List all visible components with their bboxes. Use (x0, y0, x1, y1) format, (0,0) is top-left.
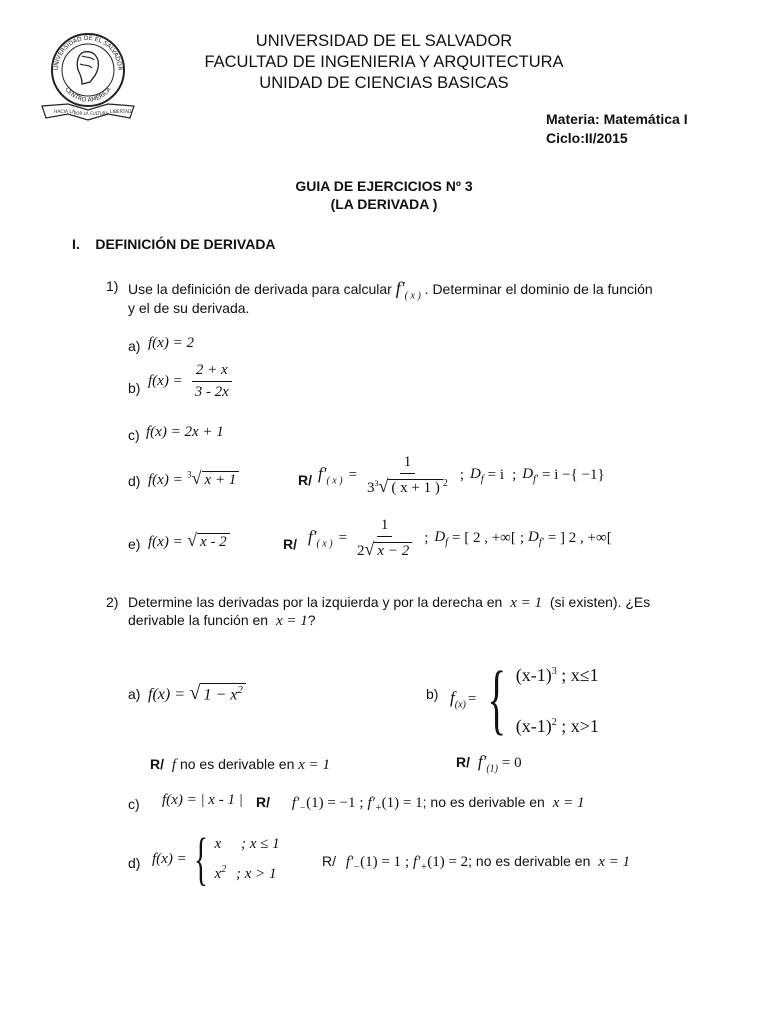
ex2-c-answer-label: R/ (256, 794, 270, 810)
ex1-text-after: . Determinar el dominio de la función (424, 281, 653, 297)
ex2-d-case1: x (214, 836, 222, 852)
ex2-a-answer-label: R/ (150, 756, 164, 772)
guide-title: GUIA DE EJERCICIOS Nº 3 (295, 178, 473, 194)
ex2-text-line2-tail: ? (307, 612, 316, 628)
ex2-x1: x = 1 (510, 595, 542, 611)
course-cycle: Ciclo:II/2015 (546, 130, 628, 146)
ex1-d-domain-deriv: = i −{ −1} (542, 467, 605, 483)
ex2-b-case1-cond: ; x≤1 (561, 665, 599, 685)
ex2-b-answer: R/ $f'_{(1)} = 0$ (456, 752, 522, 775)
ex1-d-lhs: f(x) = (148, 472, 183, 488)
seal-ring-top: UNIVERSIDAD DE EL SALVADOR (52, 34, 124, 71)
ex2-text-line1-tail: (si existen). ¿Es (549, 594, 651, 610)
ex1-e-answer-coef: 2 (357, 543, 365, 559)
ex2-d-label: d) (128, 855, 141, 871)
ex2-d-case2: x (214, 866, 222, 882)
ex2-c-answer-text: ; no es derivable en (422, 794, 545, 810)
ex1-d-expr: f(x) = $^3$√ x + 1 (148, 468, 239, 489)
ex1-d-answer-num: 1 (400, 454, 416, 474)
ex2-x1-b: x = 1 (276, 613, 308, 629)
ex1-statement-line2: y el de su derivada. (128, 300, 250, 316)
ex2-b-expr: $f_{(x)}$ = { $(x-1)^3$ ; x≤1 $(x-1)^2$ ; x>1 (450, 655, 599, 742)
seal-scroll-right: LIBERTAD (110, 110, 132, 115)
ex2-text-line2: derivable la función en (128, 612, 269, 628)
ex2-a-label: a) (128, 686, 141, 702)
ex1-d-label: d) (128, 473, 141, 489)
ex1-d-answer: $f'_{( x )}$ = $\frac{1}{3^3√ ( x + 1 ) ^2}$ ; $D_f$ = i ; $D_{f'}$ = i −{ −1} (318, 454, 605, 496)
ex1-e-lhs: f(x) = (148, 534, 183, 550)
ex2-statement-line2 (128, 612, 316, 630)
ex2-a-answer-x: x = 1 (298, 757, 331, 773)
ex2-a-expr: f(x) = √ $1 - x^2$ (148, 682, 246, 705)
ex1-d-domain: = i (487, 467, 505, 483)
ex2-c-label: c) (128, 796, 140, 812)
ex1-e-domain: = [ 2 , +∞[ (452, 530, 516, 546)
ex2-c-answer-right: (1) = 1 (381, 795, 423, 811)
ex2-number: 2) (106, 594, 119, 610)
ex2-b-case1: (x-1) (515, 665, 552, 685)
ex1-e-domain-deriv: = ] 2 , +∞[ (547, 530, 612, 546)
ex2-d-case2-cond: ; x > 1 (235, 866, 277, 882)
header-unit: UNIDAD DE CIENCIAS BASICAS (259, 74, 509, 92)
ex2-b-label: b) (426, 686, 439, 702)
seal-ring-bottom: CENTRO AMERICA (63, 86, 113, 104)
ex2-b-answer-expr: = 0 (501, 755, 522, 771)
ex2-d-answer: R/ $f'_-(1) = 1$ ; $f'_+(1) = 2$; no es derivable en x = 1 (322, 853, 631, 873)
ex2-d-answer-right: (1) = 2 (427, 854, 469, 870)
ex2-c-answer-left: (1) = −1 (306, 795, 356, 811)
ex1-e-answer-radicand: x − 2 (374, 542, 412, 560)
ex2-c-answer-x: x = 1 (552, 795, 585, 811)
section-heading: I. DEFINICIÓN DE DERIVADA (72, 236, 276, 252)
ex2-a-answer-text: no es derivable en (179, 756, 295, 772)
ex2-a-answer: R/ f no es derivable en x = 1 (150, 756, 331, 773)
ex2-d-answer-text: ; no es derivable en (468, 853, 591, 869)
ex1-text-before: Use la definición de derivada para calcular (128, 281, 392, 297)
ex2-b-answer-label: R/ (456, 754, 470, 770)
ex2-d-lhs: f(x) = (152, 850, 187, 867)
ex2-d-answer-x: x = 1 (598, 854, 631, 870)
ex2-c-expr: f(x) = | x - 1 | (162, 792, 243, 808)
header-faculty: FACULTAD DE INGENIERIA Y ARQUITECTURA (204, 53, 564, 71)
ex1-c-expr: f(x) = 2x + 1 (146, 424, 224, 440)
ex1-b-den: 3 - 2x (194, 384, 229, 400)
header-university: UNIVERSIDAD DE EL SALVADOR (255, 32, 513, 50)
ex1-d-answer-coef: 3 (367, 480, 375, 496)
ex2-d-case1-cond: ; x ≤ 1 (240, 836, 280, 852)
course-subject: Materia: Matemática I (546, 111, 688, 127)
ex1-d-answer-radicand: ( x + 1 ) (388, 479, 442, 497)
ex1-e-answer-label: R/ (283, 536, 297, 552)
ex2-a-radicand: 1 − x (203, 686, 238, 703)
ex1-e-answer-num: 1 (377, 517, 393, 537)
ex2-a-lhs: f(x) = (148, 686, 185, 703)
ex1-b-num: 2 + x (192, 362, 232, 382)
ex1-number: 1) (106, 278, 119, 294)
seal-scroll-left: HACIA LA (54, 110, 76, 115)
ex1-statement (128, 278, 653, 302)
guide-subtitle: (LA DERIVADA ) (330, 196, 438, 212)
ex1-fprime: $f'_{( x )}$ (395, 278, 421, 302)
seal-scroll-center: POR LA CULTURA (74, 111, 109, 116)
ex1-c-label: c) (128, 427, 140, 443)
ex2-d-answer-label: R/ (322, 853, 336, 869)
ex1-b-lhs: f(x) = (148, 373, 183, 389)
ex1-e-label: e) (128, 536, 141, 552)
ex1-d-answer-label: R/ (298, 472, 312, 488)
ex1-d-radicand: x + 1 (202, 471, 240, 489)
ex1-e-expr: f(x) = √ x - 2 (148, 530, 230, 551)
ex2-text-line1: Determine las derivadas por la izquierda y por la derecha en (128, 594, 503, 610)
ex1-e-answer: $f'_{( x )}$ = $\frac{1}{2√ x - 2}$ ; $D_f$ = [ 2 , +∞[ ; $D_{f'}$ = ] 2 , +∞[ (308, 517, 612, 559)
ex1-e-radicand: x - 2 (197, 533, 230, 551)
ex1-a-expr: f(x) = 2 (148, 335, 194, 351)
ex2-c-answer: R/ $f'_-(1) = -1$ ; $f'_+(1) = 1$; no es derivable en x = 1 (256, 794, 585, 814)
ex1-b-expr (148, 362, 233, 401)
ex2-b-case2: (x-1) (515, 716, 552, 736)
ex2-d-expr: f(x) = { x ; x ≤ 1 $x^2$ ; x > 1 (152, 826, 280, 891)
ex2-statement (128, 594, 650, 612)
ex1-b-label: b) (128, 380, 141, 396)
ex1-a-label: a) (128, 338, 141, 354)
ex2-b-case2-cond: ; x>1 (561, 716, 599, 736)
ex2-d-answer-left: (1) = 1 (360, 854, 402, 870)
